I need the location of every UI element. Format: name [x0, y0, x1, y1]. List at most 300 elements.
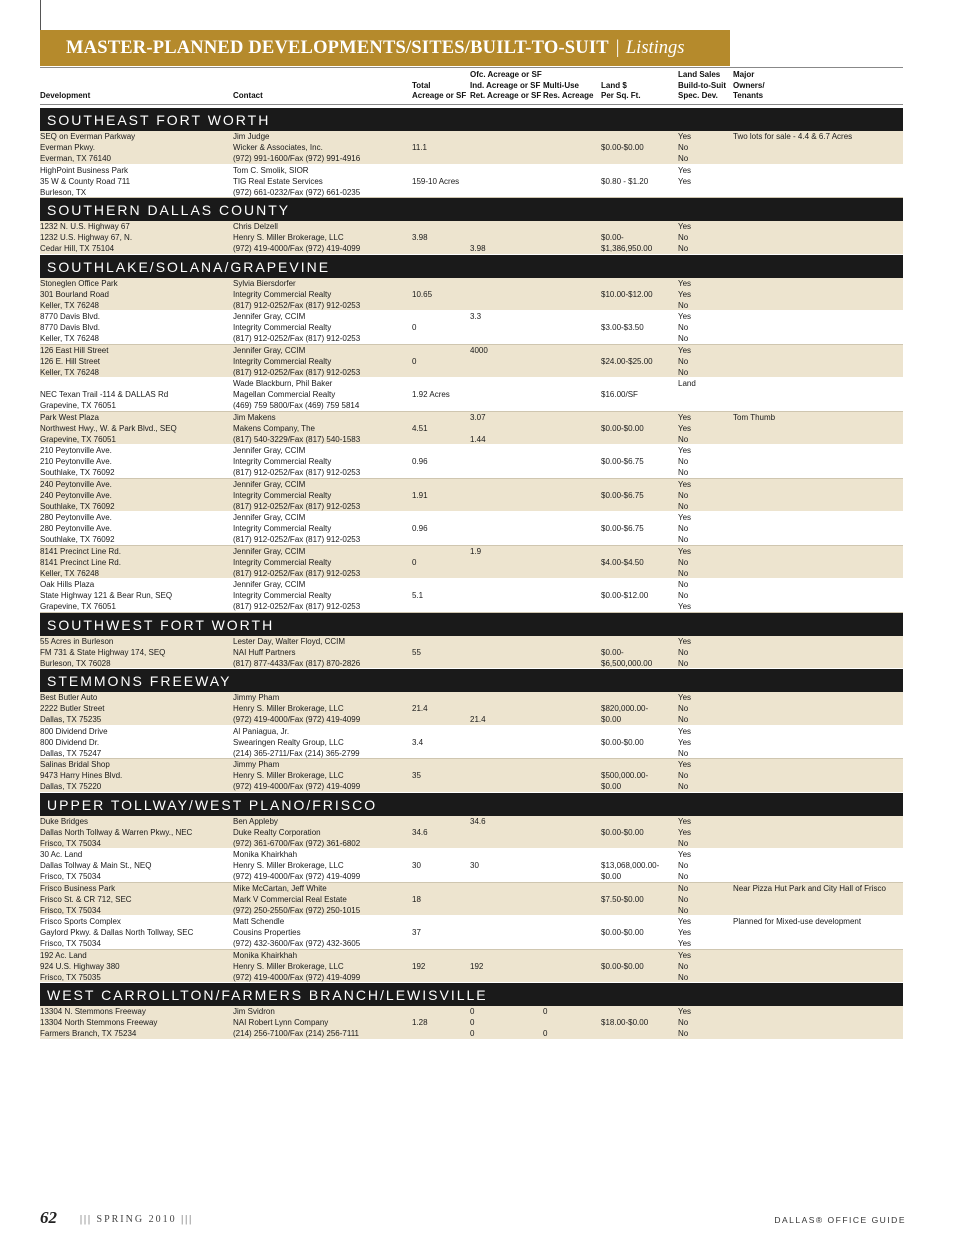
table-row	[40, 412, 903, 446]
total-acreage-cell	[412, 579, 423, 612]
contact-cell	[233, 165, 360, 198]
ofc-ind-ret-cell-line	[470, 838, 486, 849]
ofc-ind-ret-cell-line: 1.9	[470, 546, 482, 556]
table-row	[40, 916, 903, 950]
land-sales-cell-line	[678, 389, 696, 400]
land-sales-cell-line: No	[678, 580, 689, 589]
land-price-cell-line: $0.00	[601, 782, 622, 791]
contact-cell-line: Tom C. Smolik, SIOR	[233, 165, 309, 175]
total-acreage-cell-line	[412, 1028, 428, 1039]
development-cell-line: 800 Dividend Drive	[40, 726, 108, 736]
development-cell-line	[40, 378, 168, 389]
land-price-cell-line	[601, 579, 648, 590]
land-price-cell-line: $13,068,000.00-	[601, 861, 660, 870]
col-header-development: Development	[40, 91, 91, 101]
land-sales-cell-line: No	[678, 704, 689, 713]
total-acreage-cell	[412, 916, 421, 949]
land-sales-cell	[678, 883, 688, 916]
total-acreage-cell-line: 0.96	[412, 457, 428, 466]
land-price-cell-line: $0.00-$6.75	[601, 457, 644, 466]
total-acreage-cell-line: 1.91	[412, 490, 428, 500]
land-price-cell-line	[601, 378, 638, 389]
land-sales-cell	[678, 950, 691, 983]
development-cell-line: Grapevine, TX 76051	[40, 602, 116, 611]
owners-cell-line	[733, 927, 861, 938]
total-acreage-cell-line	[412, 333, 416, 344]
land-price-cell-line	[601, 950, 644, 961]
owners-cell-line	[733, 894, 886, 905]
development-cell-line: 924 U.S. Highway 380	[40, 961, 120, 971]
ofc-ind-ret-cell-line: 192	[470, 961, 484, 971]
total-acreage-cell-line	[412, 467, 428, 478]
land-sales-cell-line: Yes	[678, 546, 692, 556]
total-acreage-cell-line	[412, 445, 428, 456]
land-price-cell-line	[601, 400, 638, 411]
contact-cell-line: Mark V Commercial Real Estate	[233, 894, 347, 904]
contact-cell-line: Henry S. Miller Brokerage, LLC	[233, 961, 344, 971]
contact-cell-line: Jimmy Pham	[233, 693, 280, 702]
land-price-cell-line	[601, 434, 644, 445]
land-price-cell-line	[601, 1028, 648, 1039]
land-price-cell-line: $0.00	[601, 872, 622, 881]
total-acreage-cell-line	[412, 658, 421, 669]
land-sales-cell-line: Yes	[678, 222, 692, 231]
contact-cell-line: Magellan Commercial Realty	[233, 390, 336, 399]
land-price-cell	[601, 883, 644, 916]
contact-cell	[233, 345, 360, 378]
total-acreage-cell-line	[412, 165, 459, 176]
contact-cell-line: Integrity Commercial Realty	[233, 557, 332, 567]
development-cell-line: Northwest Hwy., W. & Park Blvd., SEQ	[40, 423, 177, 433]
contact-cell	[233, 1006, 359, 1039]
table-row	[40, 165, 903, 199]
total-acreage-cell-line	[412, 153, 427, 164]
contact-cell-line: Wicker & Associates, Inc.	[233, 143, 323, 152]
development-cell	[40, 636, 165, 669]
contact-cell	[233, 378, 359, 411]
contact-cell-line: Henry S. Miller Brokerage, LLC	[233, 771, 344, 780]
land-sales-cell	[678, 726, 691, 759]
total-acreage-cell	[412, 512, 428, 545]
development-cell-line: 126 E. Hill Street	[40, 356, 101, 366]
contact-cell	[233, 726, 360, 759]
land-sales-cell	[678, 131, 691, 164]
land-price-cell-line	[601, 187, 648, 198]
development-cell	[40, 883, 132, 916]
land-price-cell-line	[601, 467, 644, 478]
total-acreage-cell	[412, 378, 450, 411]
land-sales-cell-line: Yes	[678, 312, 692, 321]
ofc-ind-ret-cell-line: 3.98	[470, 244, 486, 253]
contact-cell-line: (817) 912-0252/Fax (817) 912-0253	[233, 535, 361, 544]
development-cell	[40, 165, 130, 198]
owners-cell	[733, 131, 852, 164]
land-price-cell-line	[601, 501, 644, 512]
contact-cell-line: Henry S. Miller Brokerage, LLC	[233, 861, 344, 870]
section-header: STEMMONS FREEWAY	[40, 669, 903, 692]
total-acreage-cell-line: 1.28	[412, 1018, 428, 1027]
contact-cell-line: Integrity Commercial Realty	[233, 323, 332, 332]
development-cell-line: Frisco, TX 75034	[40, 939, 101, 948]
development-cell-line: Grapevine, TX 76051	[40, 434, 116, 444]
total-acreage-cell	[412, 278, 432, 311]
contact-cell	[233, 479, 360, 512]
contact-cell-line: (817) 877-4433/Fax (817) 870-2826	[233, 658, 361, 668]
table-row	[40, 636, 903, 670]
land-sales-cell-line: No	[678, 771, 689, 780]
col-header-total: Total Acreage or SF	[412, 80, 467, 101]
table-row	[40, 345, 903, 379]
ofc-ind-ret-cell-line	[470, 703, 486, 714]
land-sales-cell-line: No	[678, 782, 689, 791]
land-price-cell-line	[601, 636, 652, 647]
development-cell-line: SEQ on Everman Parkway	[40, 132, 136, 141]
land-sales-cell-line: Yes	[678, 132, 692, 141]
development-cell	[40, 131, 135, 164]
table-row	[40, 692, 903, 726]
total-acreage-cell	[412, 816, 428, 849]
land-sales-cell-line: No	[678, 861, 689, 870]
total-acreage-cell	[412, 1006, 428, 1039]
development-cell-line: Best Butler Auto	[40, 693, 98, 702]
land-sales-cell-line: No	[678, 838, 689, 848]
table-row	[40, 445, 903, 479]
total-acreage-cell-line	[412, 512, 428, 523]
ofc-ind-ret-cell-line	[470, 827, 486, 838]
land-sales-cell-line: Yes	[678, 928, 692, 937]
land-sales-cell	[678, 579, 691, 612]
contact-cell-line: Sylvia Biersdorfer	[233, 278, 296, 288]
ofc-ind-ret-cell-line	[470, 692, 486, 703]
land-price-cell-line	[601, 445, 644, 456]
owners-cell	[733, 883, 886, 916]
development-cell-line: HighPoint Business Park	[40, 165, 129, 175]
land-sales-cell	[678, 278, 691, 311]
owners-cell-line	[733, 153, 852, 164]
ofc-ind-ret-cell-line: 3.3	[470, 312, 482, 321]
land-sales-cell-line: No	[678, 748, 689, 758]
ofc-ind-ret-cell-line: 21.4	[470, 715, 486, 724]
contact-cell	[233, 759, 360, 792]
development-cell-line: Dallas, TX 75235	[40, 715, 102, 724]
contact-cell-line: Integrity Commercial Realty	[233, 289, 332, 299]
land-sales-cell-line: Yes	[678, 602, 692, 611]
total-acreage-cell-line	[412, 816, 428, 827]
contact-cell-line: Makens Company, The	[233, 423, 315, 433]
land-price-cell-line	[601, 546, 644, 557]
land-sales-cell	[678, 445, 691, 478]
land-sales-cell-line: No	[678, 367, 689, 377]
table-row	[40, 883, 903, 917]
table-row	[40, 131, 903, 165]
ofc-ind-ret-cell	[470, 311, 481, 344]
land-price-cell	[601, 579, 648, 612]
ofc-ind-ret-cell-line: 0	[470, 1029, 475, 1038]
contact-cell	[233, 636, 360, 669]
owners-cell	[733, 412, 775, 445]
total-acreage-cell-line: 1.92 Acres	[412, 390, 450, 399]
land-sales-cell-line: Yes	[678, 423, 692, 433]
total-acreage-cell-line: 192	[412, 961, 426, 971]
total-acreage-cell	[412, 726, 423, 759]
col-header-owners: Major Owners/ Tenants	[733, 70, 765, 101]
land-price-cell-line	[601, 938, 644, 949]
contact-cell-line: (817) 912-0252/Fax (817) 912-0253	[233, 568, 361, 578]
land-price-cell	[601, 221, 652, 254]
development-cell-line: 13304 North Stemmons Freeway	[40, 1018, 158, 1027]
contact-cell-line: Chris Delzell	[233, 222, 278, 231]
development-cell-line: FM 731 & State Highway 174, SEQ	[40, 647, 166, 657]
total-acreage-cell-line	[412, 636, 421, 647]
total-acreage-cell-line: 0	[412, 356, 417, 366]
contact-cell-line: (817) 912-0252/Fax (817) 912-0253	[233, 300, 361, 310]
land-price-cell-line: $820,000.00-	[601, 704, 649, 713]
contact-cell-line: Monika Khairkhah	[233, 850, 298, 859]
land-price-cell-line	[601, 153, 644, 164]
development-cell	[40, 816, 192, 849]
total-acreage-cell-line: 5.1	[412, 591, 424, 600]
contact-cell	[233, 445, 360, 478]
land-price-cell-line	[601, 726, 644, 737]
development-cell-line: Salinas Bridal Shop	[40, 760, 110, 769]
land-price-cell-line: $0.00-$12.00	[601, 591, 649, 600]
development-cell-line: Park West Plaza	[40, 412, 99, 422]
land-price-cell-line	[601, 905, 644, 916]
owners-cell	[733, 916, 861, 949]
development-cell-line: 192 Ac. Land	[40, 950, 87, 960]
land-price-cell-line: $0.00-$0.00	[601, 928, 644, 937]
total-acreage-cell-line	[412, 187, 459, 198]
land-sales-cell	[678, 512, 691, 545]
total-acreage-cell-line	[412, 367, 416, 378]
total-acreage-cell-line: 0	[412, 323, 417, 332]
owners-cell-line: Near Pizza Hut Park and City Hall of Frisco	[733, 883, 886, 893]
ofc-ind-ret-cell-line	[470, 367, 488, 378]
development-cell-line: 126 East Hill Street	[40, 345, 109, 355]
table-row	[40, 849, 903, 883]
contact-cell-line: (972) 419-4000/Fax (972) 419-4099	[233, 244, 361, 253]
total-acreage-cell-line	[412, 871, 421, 882]
land-sales-cell-line: No	[678, 557, 689, 567]
land-price-cell	[601, 692, 648, 725]
total-acreage-cell	[412, 345, 416, 378]
header-top-rule	[40, 67, 903, 68]
top-margin-rule	[40, 0, 41, 30]
land-sales-cell-line	[678, 187, 691, 198]
development-cell-line: 30 Ac. Land	[40, 850, 83, 859]
total-acreage-cell	[412, 221, 428, 254]
ofc-ind-ret-cell	[470, 412, 486, 445]
development-cell-line: 35 W & County Road 711	[40, 176, 131, 186]
total-acreage-cell-line	[412, 748, 423, 759]
land-price-cell-line	[601, 568, 644, 579]
land-price-cell-line	[601, 412, 644, 423]
land-sales-cell	[678, 546, 691, 579]
land-sales-cell-line: No	[678, 434, 689, 444]
development-cell-line: 9473 Harry Hines Blvd.	[40, 771, 123, 780]
development-cell	[40, 726, 108, 759]
land-sales-cell	[678, 345, 691, 378]
contact-cell	[233, 131, 360, 164]
total-acreage-cell-line: 18	[412, 894, 421, 904]
development-cell	[40, 445, 115, 478]
contact-cell-line: (817) 540-3229/Fax (817) 540-1583	[233, 434, 361, 444]
land-price-cell	[601, 278, 653, 311]
land-sales-cell	[678, 311, 691, 344]
development-cell	[40, 311, 100, 344]
land-price-cell-line	[601, 916, 644, 927]
land-sales-cell-line: No	[678, 501, 689, 511]
development-cell	[40, 916, 193, 949]
contact-cell-line: Integrity Commercial Realty	[233, 457, 332, 466]
development-cell-line: 280 Peytonville Ave.	[40, 513, 112, 522]
contact-cell	[233, 221, 360, 254]
development-cell-line: Frisco, TX 75034	[40, 905, 101, 915]
table-row	[40, 311, 903, 345]
contact-cell	[233, 692, 360, 725]
development-cell	[40, 221, 132, 254]
contact-cell-line: (817) 912-0252/Fax (817) 912-0253	[233, 602, 361, 611]
contact-cell-line: Henry S. Miller Brokerage, LLC	[233, 233, 344, 242]
land-price-cell-line	[601, 534, 644, 545]
contact-cell	[233, 950, 360, 983]
total-acreage-cell-line	[412, 400, 450, 411]
land-sales-cell-line: Yes	[678, 345, 692, 355]
owners-cell-line	[733, 938, 861, 949]
development-cell	[40, 479, 115, 512]
total-acreage-cell	[412, 849, 421, 882]
development-cell	[40, 412, 177, 445]
ofc-ind-ret-cell-line	[470, 871, 479, 882]
section-header: SOUTHLAKE/SOLANA/GRAPEVINE	[40, 255, 903, 278]
development-cell-line: 55 Acres in Burleson	[40, 636, 114, 646]
contact-cell-line: (972) 991-1600/Fax (972) 991-4916	[233, 154, 361, 163]
contact-cell-line: Jennifer Gray, CCIM	[233, 479, 306, 489]
land-price-cell-line	[601, 759, 648, 770]
development-cell-line: Frisco Business Park	[40, 883, 116, 893]
header-bottom-rule	[40, 104, 903, 105]
land-price-cell-line	[601, 278, 653, 289]
development-cell-line: NEC Texan Trail -114 & DALLAS Rd	[40, 390, 169, 399]
land-price-cell-line	[601, 345, 653, 356]
land-sales-cell-line: No	[678, 1018, 689, 1027]
land-price-cell	[601, 546, 644, 579]
development-cell-line: Southlake, TX 76092	[40, 535, 115, 544]
land-sales-cell-line: No	[678, 490, 689, 500]
land-sales-cell-line: Yes	[678, 165, 692, 175]
development-cell-line: Cedar Hill, TX 75104	[40, 244, 115, 253]
contact-cell-line: (972) 419-4000/Fax (972) 419-4099	[233, 972, 361, 982]
land-sales-cell-line: Yes	[678, 278, 692, 288]
section-header: UPPER TOLLWAY/WEST PLANO/FRISCO	[40, 793, 903, 816]
table-row	[40, 579, 903, 613]
ofc-ind-ret-cell-line: 1.44	[470, 434, 486, 444]
land-sales-cell-line: No	[678, 972, 689, 982]
land-sales-cell-line: Yes	[678, 446, 692, 455]
multi-use-cell-line: 0	[543, 1007, 548, 1016]
total-acreage-cell-line	[412, 849, 421, 860]
land-sales-cell	[678, 221, 691, 254]
contact-cell-line: (972) 661-0232/Fax (972) 661-0235	[233, 187, 361, 197]
land-sales-cell-line: Yes	[678, 850, 692, 859]
land-sales-cell-line: Yes	[678, 760, 692, 769]
total-acreage-cell-line: 11.1	[412, 143, 427, 152]
multi-use-cell	[543, 1006, 547, 1039]
land-price-cell	[601, 1006, 648, 1039]
land-sales-cell	[678, 849, 691, 882]
contact-cell-line: Jennifer Gray, CCIM	[233, 345, 306, 355]
table-row	[40, 726, 903, 760]
land-price-cell	[601, 916, 644, 949]
land-price-cell	[601, 378, 638, 411]
total-acreage-cell-line	[412, 905, 421, 916]
development-cell	[40, 849, 151, 882]
development-cell	[40, 278, 118, 311]
total-acreage-cell-line	[412, 412, 428, 423]
owners-cell-line: Planned for Mixed-use development	[733, 917, 862, 926]
land-sales-cell-line: No	[678, 658, 689, 668]
ofc-ind-ret-cell-line	[470, 232, 486, 243]
land-sales-cell-line: No	[678, 715, 689, 724]
development-cell-line: 210 Peytonville Ave.	[40, 457, 112, 466]
total-acreage-cell-line	[412, 311, 416, 322]
owners-cell-line: Two lots for sale - 4.4 & 6.7 Acres	[733, 132, 853, 141]
total-acreage-cell-line	[412, 938, 421, 949]
land-sales-cell-line: No	[678, 143, 689, 152]
total-acreage-cell-line	[412, 714, 428, 725]
contact-cell-line: NAI Robert Lynn Company	[233, 1018, 329, 1027]
contact-cell-line: (214) 365-2711/Fax (214) 365-2799	[233, 748, 360, 758]
total-acreage-cell	[412, 479, 428, 512]
total-acreage-cell-line: 4.51	[412, 423, 428, 433]
land-price-cell-line: $0.00-$0.00	[601, 961, 644, 971]
contact-cell-line: Mike McCartan, Jeff White	[233, 883, 327, 893]
total-acreage-cell-line	[412, 501, 428, 512]
development-cell-line: Farmers Branch, TX 75234	[40, 1029, 137, 1038]
land-sales-cell-line: Yes	[678, 950, 692, 960]
total-acreage-cell-line	[412, 345, 416, 356]
land-price-cell-line	[601, 849, 659, 860]
land-price-cell-line: $6,500,000.00	[601, 658, 653, 668]
land-price-cell-line	[601, 367, 653, 378]
total-acreage-cell	[412, 950, 425, 983]
land-price-cell-line	[601, 479, 644, 490]
development-cell-line: Dallas North Tollway & Warren Pkwy., NEC	[40, 827, 193, 837]
land-price-cell-line: $0.00-$0.00	[601, 143, 644, 152]
ofc-ind-ret-cell	[470, 221, 486, 254]
land-price-cell	[601, 816, 644, 849]
contact-cell	[233, 278, 360, 311]
contact-cell-line: Jennifer Gray, CCIM	[233, 546, 306, 556]
total-acreage-cell	[412, 759, 421, 792]
total-acreage-cell-line: 3.98	[412, 233, 428, 242]
total-acreage-cell-line	[412, 221, 428, 232]
ofc-ind-ret-cell-line: 30	[470, 861, 479, 870]
land-price-cell-line	[601, 601, 648, 612]
land-sales-cell-line: No	[678, 154, 689, 163]
total-acreage-cell	[412, 311, 416, 344]
development-cell	[40, 546, 121, 579]
land-sales-cell-line: No	[678, 1029, 689, 1038]
land-price-cell-line: $500,000.00-	[601, 771, 649, 780]
development-cell-line: Keller, TX 76248	[40, 334, 100, 343]
land-price-cell-line: $0.00	[601, 715, 622, 724]
contact-cell-line: Monika Khairkhah	[233, 950, 298, 960]
contact-cell	[233, 816, 360, 849]
development-cell	[40, 759, 122, 792]
contact-cell-line: (972) 432-3600/Fax (972) 432-3605	[233, 939, 361, 948]
land-sales-cell	[678, 636, 691, 669]
